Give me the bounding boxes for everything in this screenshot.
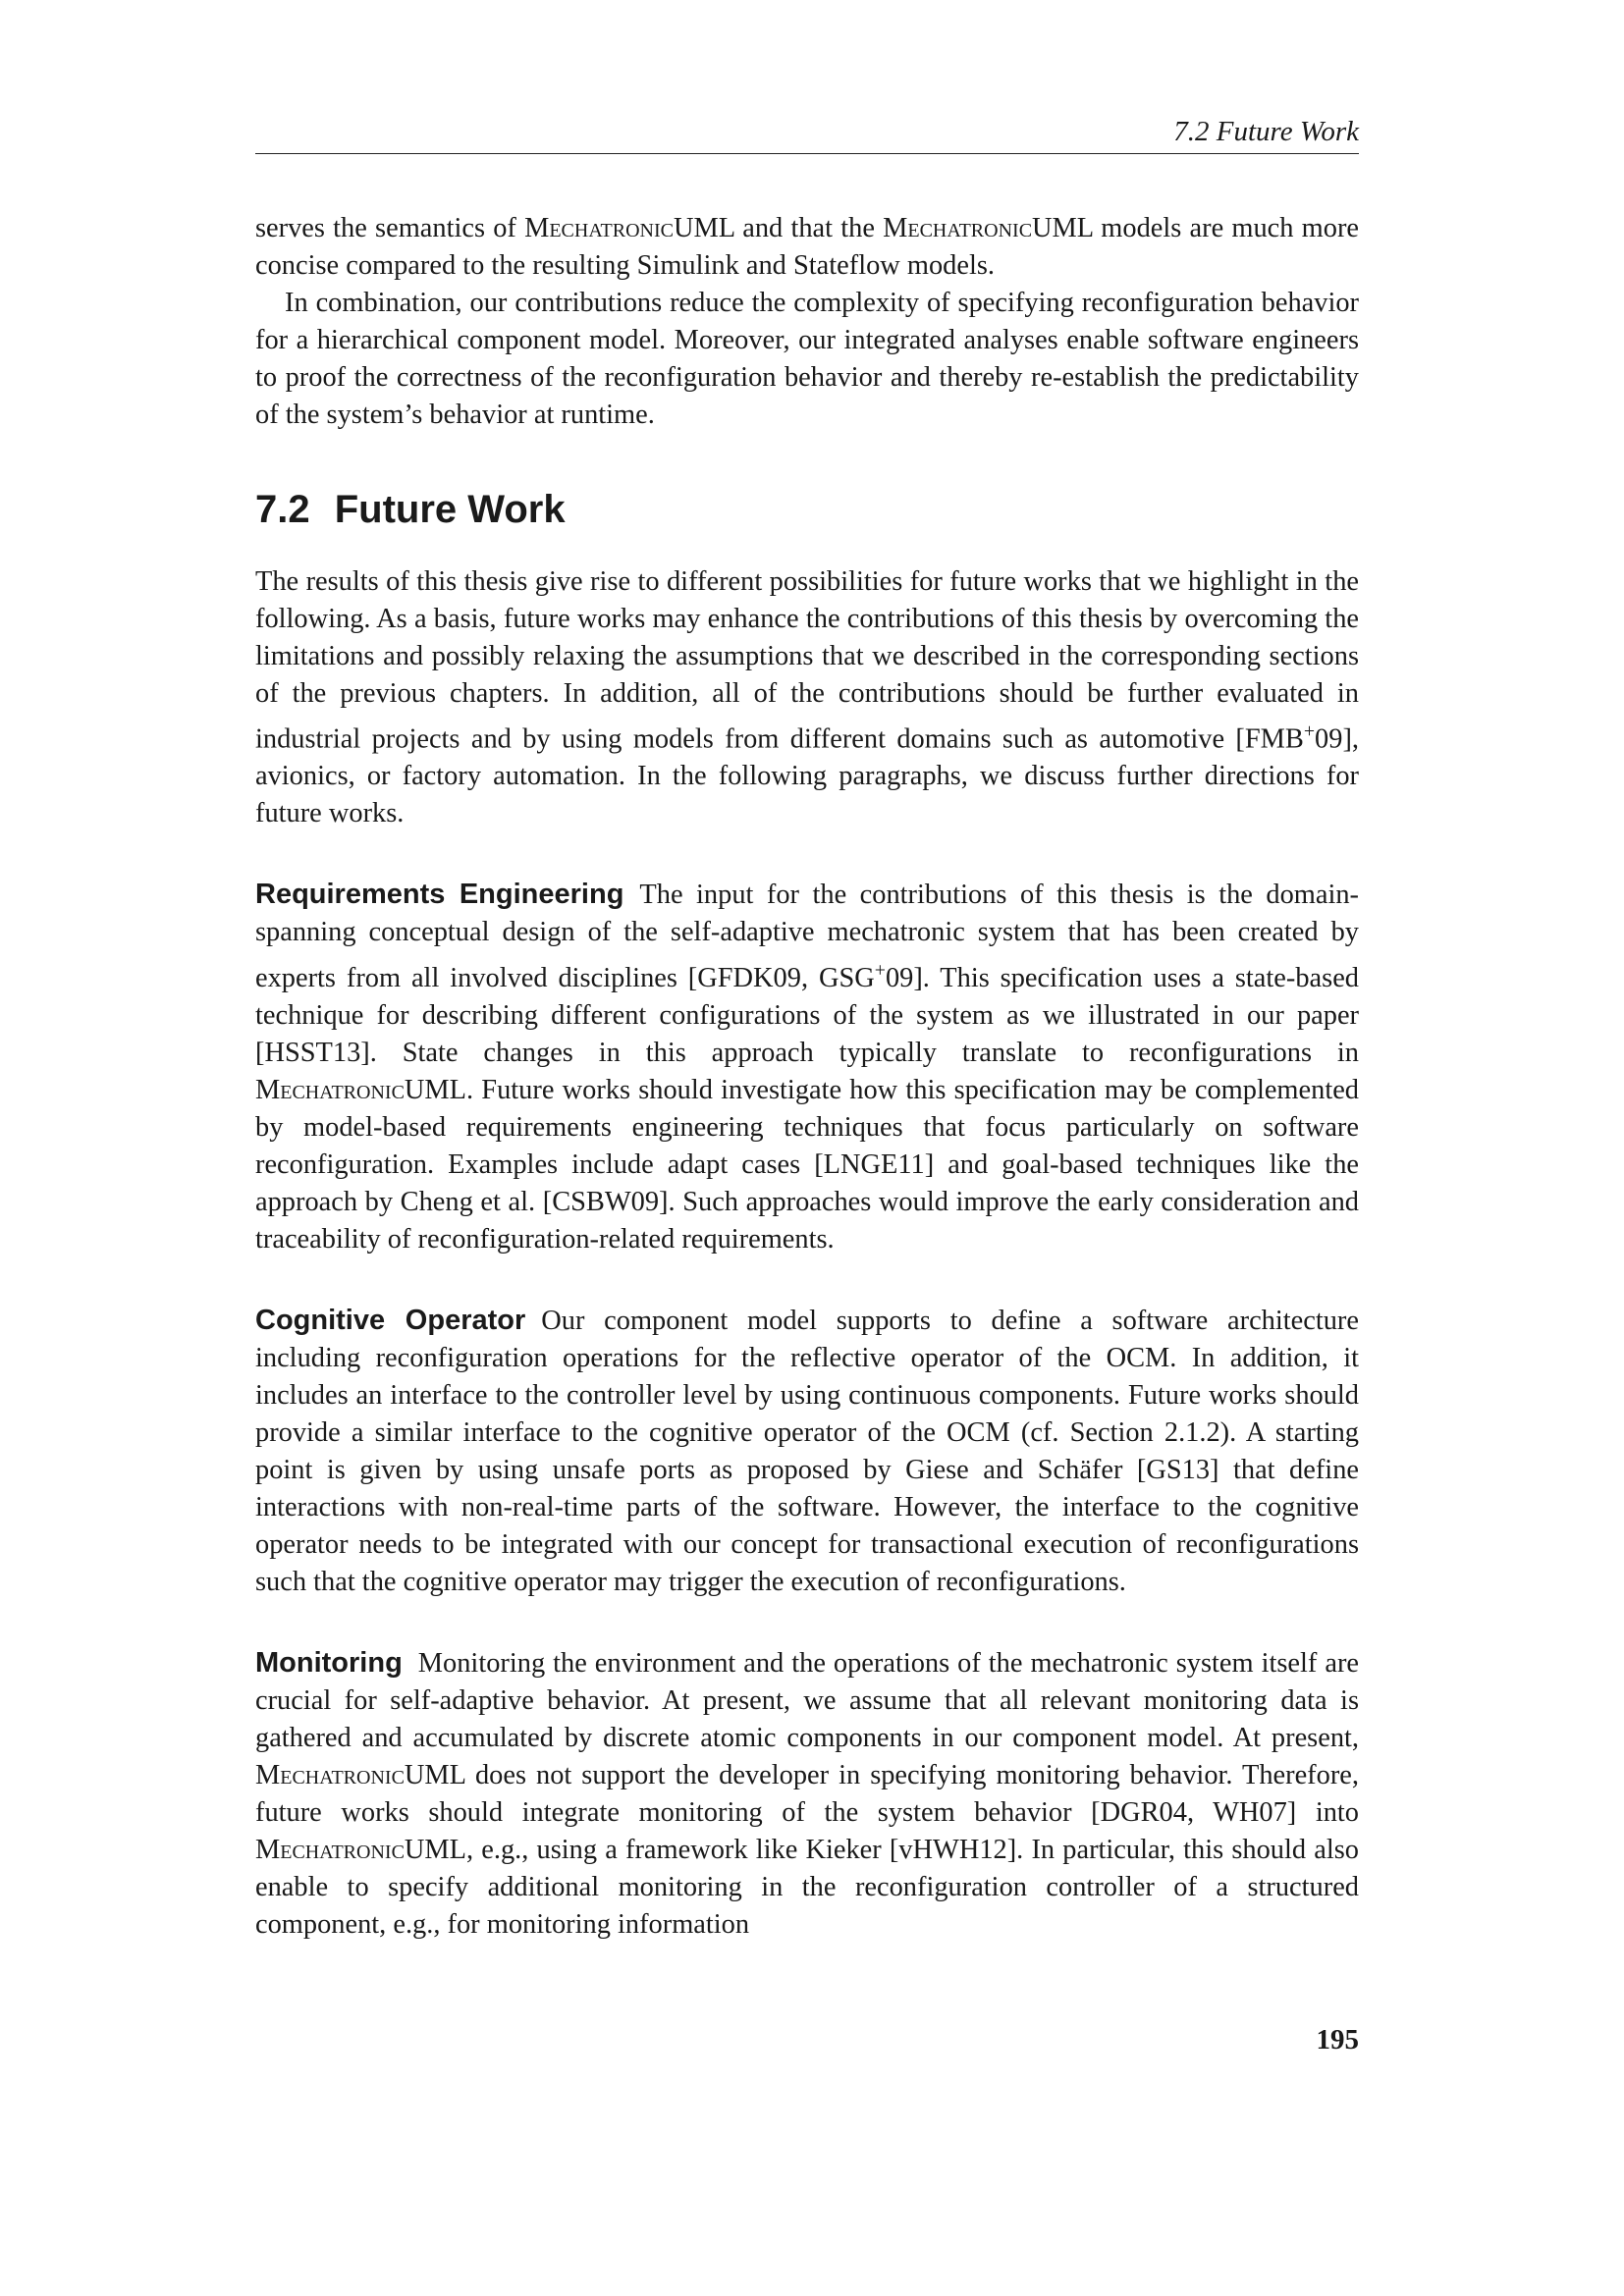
paragraph-heading: Cognitive Operator: [255, 1304, 526, 1336]
section-title: Future Work: [334, 488, 566, 531]
paragraph-heading: Monitoring: [255, 1646, 403, 1679]
section-number: 7.2: [255, 488, 310, 531]
paragraph-text: Monitoring the environment and the operations of the mechatronic system itself are crucial for self-adaptive behavior. At present, we assume that all relevant monitoring data is gathered and accumulated by discrete atomic components in our component model. At present, MechatronicUML does not support the developer in specifying monitoring behavior. Therefore, future works should integrate monitoring of the system behavior [DGR04, WH07] into MechatronicUML, e.g., using a framework like Kieker [vHWH12]. In particular, this should also enable to specify additional monitoring in the reconfiguration controller of a structured component, e.g., for monitoring information: [255, 1647, 1359, 1940]
intro-paragraph-2: In combination, our contributions reduce the complexity of specifying reconfiguration behavior for a hierarchical component model. Moreover, our integrated analyses enable software engineers to proof the correctness of the reconfiguration behavior and thereby re-establish the predictability of the system’s behavior at runtime.: [255, 288, 1359, 430]
paragraph-cognitive-operator: [255, 1302, 1359, 1601]
paragraph-monitoring: [255, 1644, 1359, 1944]
paragraph-text: Our component model supports to define a software architecture including reconfiguration operations for the reflective operator of the OCM. In addition, it includes an interface to the controller level by using continuous components. Future works should provide a similar interface to the cognitive operator of the OCM (cf. Section 2.1.2). A starting point is given by using unsafe ports as proposed by Giese and Schäfer [GS13] that define interactions with non-real-time parts of the software. However, the interface to the cognitive operator needs to be integrated with our concept for transactional execution of reconfigurations such that the cognitive operator may trigger the execution of reconfigurations.: [255, 1305, 1359, 1597]
page-number: 195: [1316, 2024, 1359, 2056]
body-content: [255, 210, 1359, 1944]
paragraph-text: The input for the contributions of this thesis is the domain-spanning conceptual design of the self-adaptive mechatronic system that has been created by experts from all involved disciplines [GFDK09, GSG+09]. This specification uses a state-based technique for describing different configurations of the system as we illustrated in our paper [HSST13]. State changes in this approach typically translate to reconfigurations in MechatronicUML. Future works should investigate how this specification may be complemented by model-based requirements engineering techniques that focus particularly on software reconfiguration. Examples include adapt cases [LNGE11] and goal-based techniques like the approach by Cheng et al. [CSBW09]. Such approaches would improve the early consideration and traceability of reconfiguration-related requirements.: [255, 880, 1359, 1255]
section-heading: [255, 485, 1359, 534]
section-intro-paragraph: The results of this thesis give rise to different possibilities for future works that we highlight in the following. As a basis, future works may enhance the contributions of this thesis by overcoming the limitations and possibly relaxing the assumptions that we described in the corresponding sections of the previous chapters. In addition, all of the contributions should be further evaluated in industrial projects and by using models from different domains such as automotive [FMB+09], avionics, or factory automation. In the following paragraphs, we discuss further directions for future works.: [255, 566, 1359, 829]
running-header-title: 7.2 Future Work: [1173, 116, 1359, 147]
intro-paragraph-1: serves the semantics of MechatronicUML and that the MechatronicUML models are much more concise compared to the resulting Simulink and Stateflow models.: [255, 213, 1359, 281]
paragraph-requirements-engineering: [255, 876, 1359, 1257]
paragraph-heading: Requirements Engineering: [255, 879, 624, 911]
running-header: [255, 112, 1359, 154]
